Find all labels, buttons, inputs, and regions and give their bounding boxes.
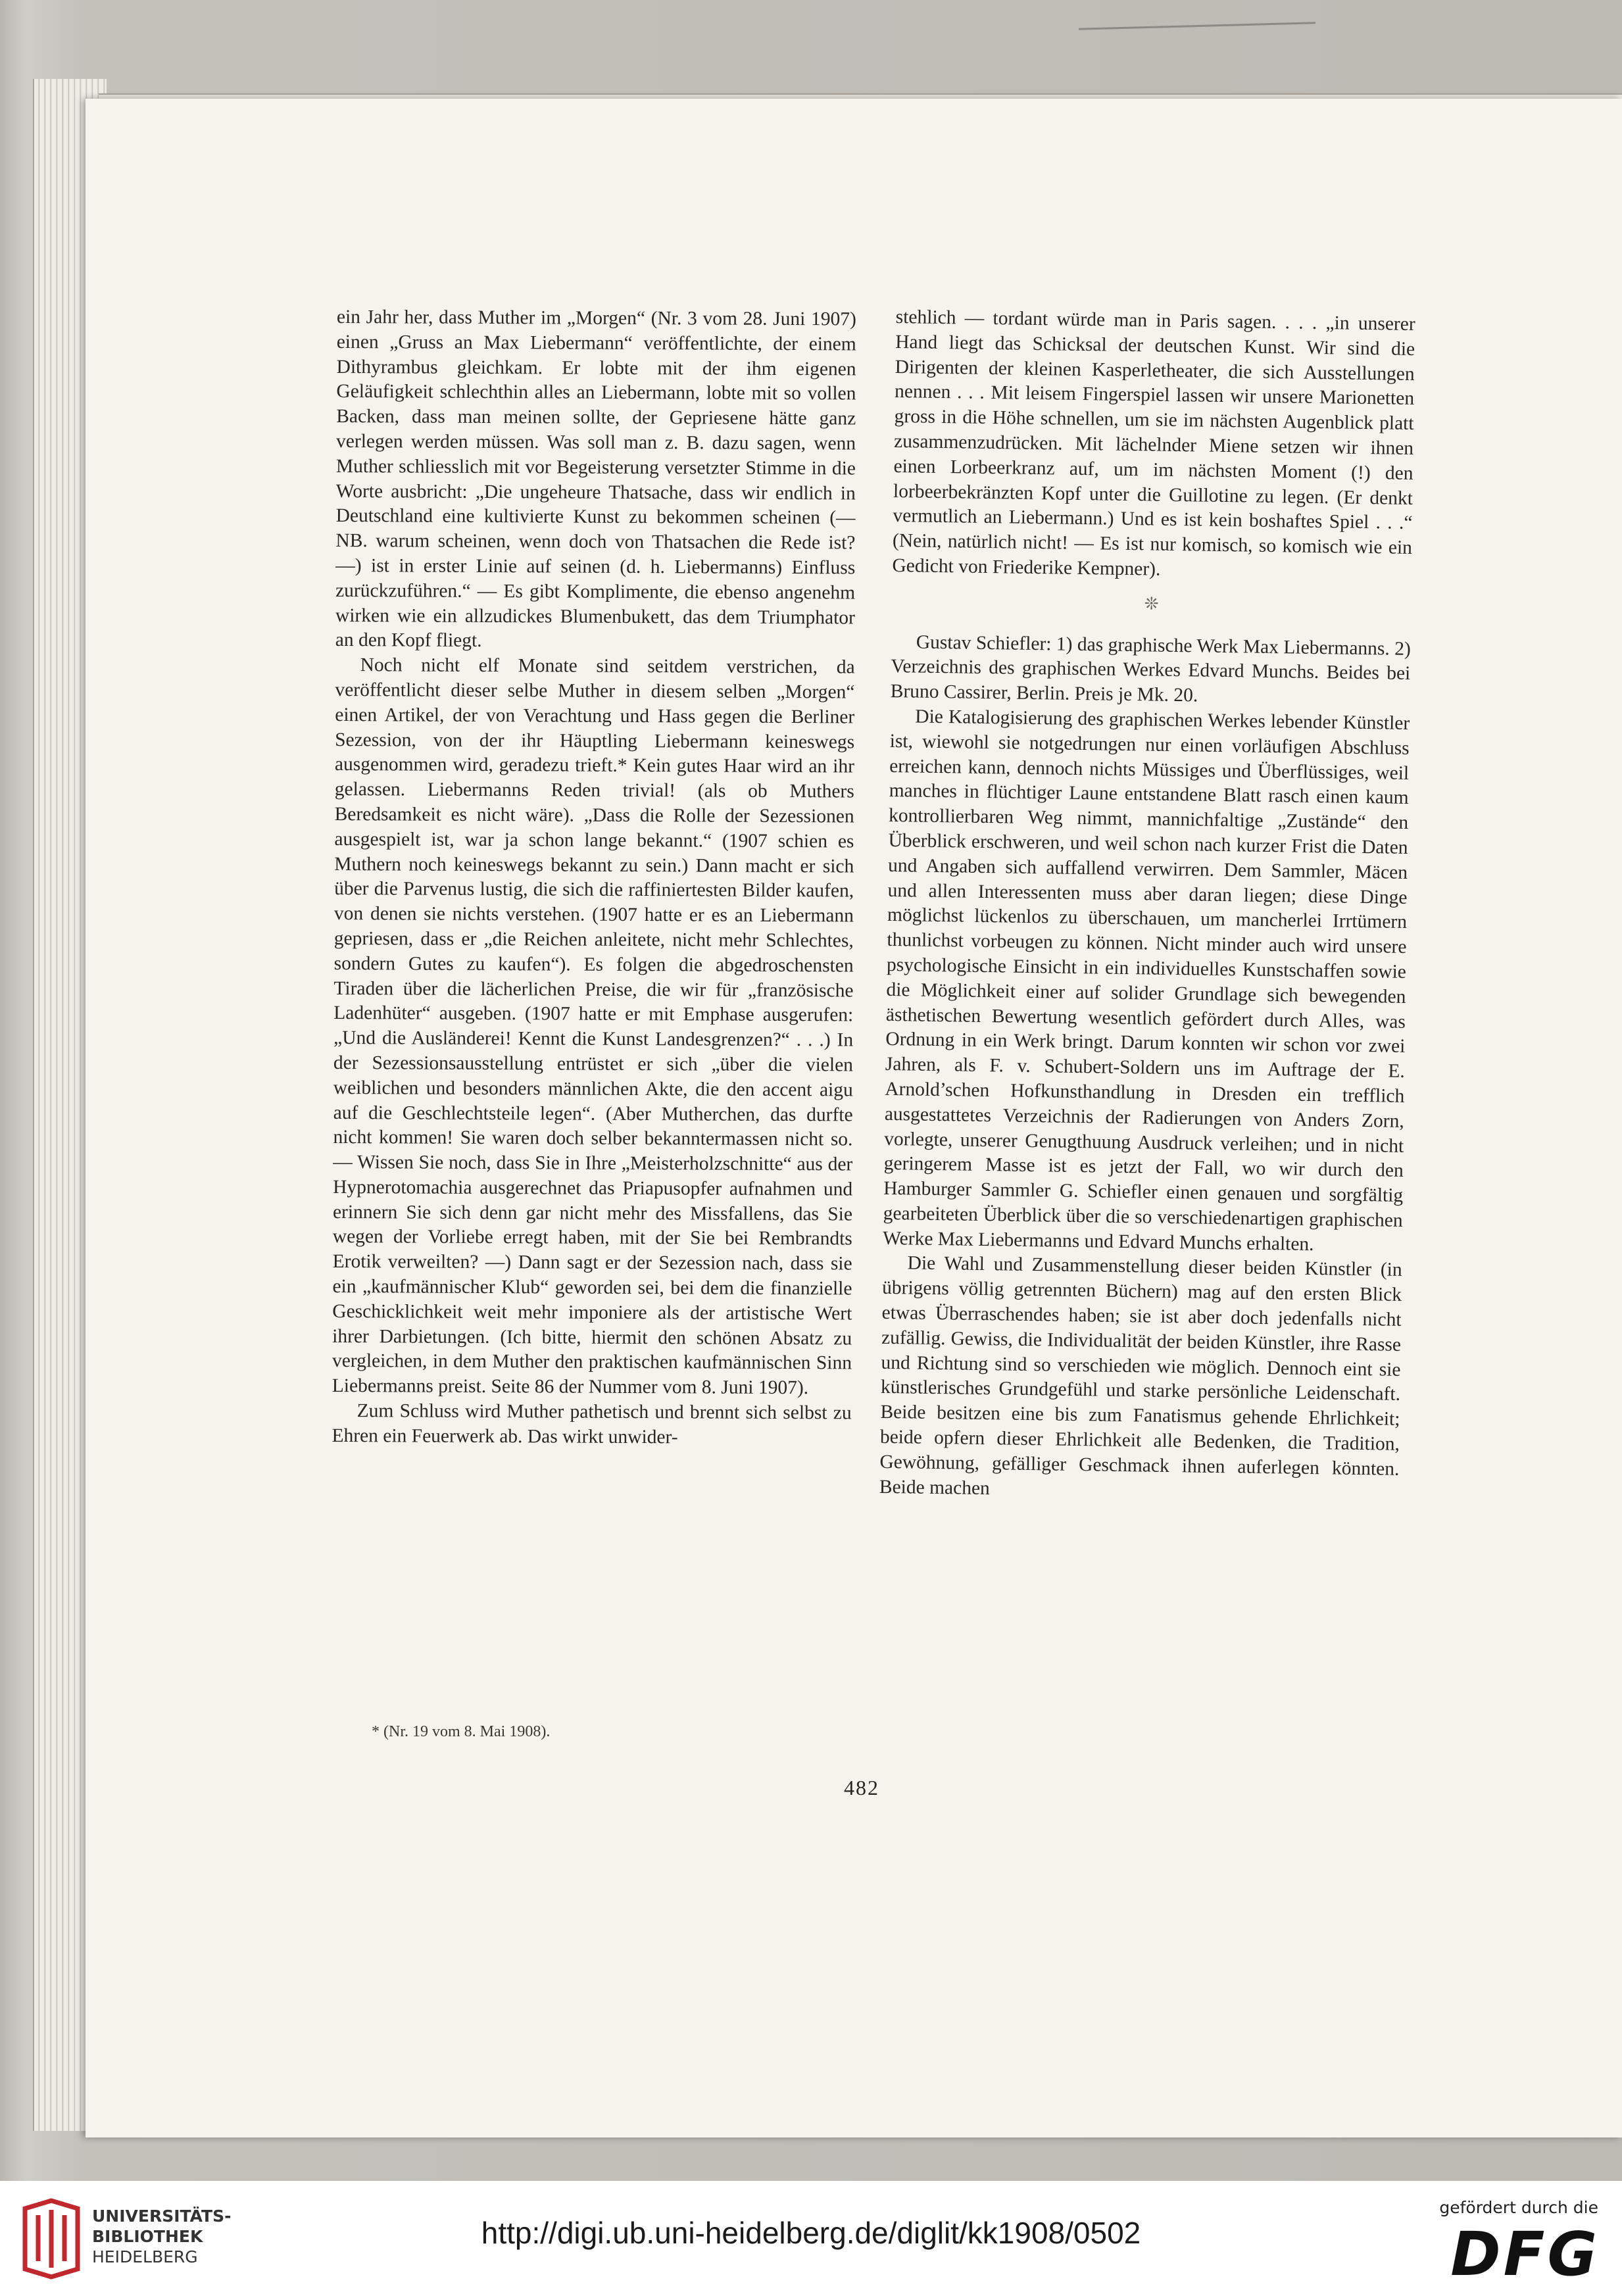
page-number: 482 (844, 1776, 879, 1799)
library-name-line: UNIVERSITÄTS- (92, 2207, 232, 2226)
paragraph: Noch nicht elf Monate sind seitdem verstrichen, da veröffentlicht dieser selbe Muther in diesem selben „Morgen“ einen Artikel, der von Verachtung und Hass gegen die Berliner Sezession, von der ihr Häuptling Liebermann keineswegs ausgenommen wird, geradezu trieft.* Kein gutes Haar wird an ihr gelassen. Liebermanns Reden trivial! (als ob Muthers Beredsamkeit es nicht wäre). „Dass die Rolle der Sezessionen ausgespielt ist, war ja schon lange bekannt.“ (1907 schien es Muthern noch keineswegs bekannt zu sein.) Dann macht er sich über die Parvenus lustig, die sich die raffiniertesten Bilder kaufen, von denen sie nichts verstehen. (1907 hatte er es an Liebermann gepriesen, dass er „die Reichen anleitete, nicht mehr Schlechtes, sondern Gutes zu kaufen“). Es folgen die abgedroschensten Tiraden über die lächerlichen Preise, die wir für „französische Ladenhüter“ ausgeben. (1907 hatte er mit Emphase ausgerufen: „Und die Ausländerei! Kennt die Kunst Landesgrenzen?“ . . .) In der Sezessionsausstellung entrüstet er sich „über die vielen weiblichen und besonders männlichen Akte, die den accent aigu auf die Geschlechtsteile legen“. (Aber Mutherchen, das durfte nicht kommen! Sie waren doch selber bekanntermassen nicht so. — Wissen Sie noch, dass Sie in Ihre „Meisterholzschnitte“ aus der Hypnerotomachia ausgerechnet das Priapusopfer aufnahmen und erinnern Sie sich denn gar nicht mehr des Missfallens, das Sie wegen der Vorliebe erregt haben, mit der Sie bei Rembrandts Erotik verweilten? —) Dann sagt er der Sezession nach, dass sie ein „kaufmännischer Klub“ geworden sei, bei dem die finanzielle Geschicklichkeit weit mehr imponiere als der artistische Wert ihrer Darbietungen. (Ich bitte, hiermit den schönen Absatz zu vergleichen, in dem Muther den praktischen kaufmännischen Sinn Liebermanns preist. Seite 86 der Nummer vom 8. Juni 1907). (332, 654, 855, 1399)
section-separator: ❊ (1144, 594, 1159, 614)
paragraph: Die Katalogisierung des graphischen Werkes lebender Künstler ist, wiewohl sie notgedrungen nur einen vorläufigen Abschluss erreichen kann, dennoch nichts Müssiges und Überflüssiges, weil manches in flüchtiger Laune entstandene Blatt rasch einen kaum kontrollierbaren Weg nimmt, mannichfaltige „Zustände“ den Überblick erschweren, und weil schon nach kurzer Frist die Daten und Angaben sich auffallend verwirren. Dem Sammler, Mäcen und allen Interessenten muss aber daran liegen; diese Dinge möglichst lückenlos zu überschauen, um mancherlei Irrtümern thunlichst vorbeugen zu können. Nicht minder auch wird unsere psychologische Einsicht in ein individuelles Kunstschaffen sowie die Möglichkeit einer auf solider Grundlage sich bewegenden ästhetischen Bewertung wesentlich gefördert durch Alles, was Ordnung in ein Werk bringt. Darum konnten wir schon vor zwei Jahren, als F. v. Schubert-Soldern uns im Auftrage der E. Arnold’schen Hofkunsthandlung in Dresden ein trefflich ausgestattetes Verzeichnis der Radierungen von Anders Zorn, vorlegte, unserer Genugthuung Ausdruck verleihen; und in nicht geringerem Masse ist es jetzt der Fall, wo wir durch den Hamburger Sammler G. Schiefler einen genauen und sorgfältig gearbeiteten Überblick über die so verschiedenartigen graphischen Werke Max Liebermanns und Edvard Munchs erhalten. (882, 706, 1410, 1255)
library-name-line: BIBLIOTHEK (92, 2227, 203, 2246)
paragraph: ein Jahr her, dass Muther im „Morgen“ (Nr. 3 vom 28. Juni 1907) einen „Gruss an Max Liebermann“ veröffentlichte, der einem Dithyrambus gleichkam. Er lobte mit der ihm eigenen Geläufigkeit schlechthin alles an Liebermann, lobte mit so vollen Backen, dass man meinen sollte, der Gepriesene hätte ganz verlegen werden müssen. Was soll man z. B. dazu sagen, wenn Muther schliesslich mit vor Begeisterung versetzter Stimme in die Worte ausbricht: „Die ungeheure Thatsache, dass wir endlich in Deutschland eine kultivierte Kunst zu bekommen scheinen (— NB. warum scheinen, wenn doch von Thatsachen die Rede ist? —) ist in erster Linie auf seinen (d. h. Liebermanns) Einfluss zurückzuführen.“ — Es gibt Komplimente, die ebenso angenehm wirken wie ein allzudickes Blumenbukett, das dem Triumphator an den Kopf fliegt. (335, 306, 856, 652)
paragraph: Gustav Schiefler: 1) das graphische Werk Max Liebermanns. 2) Verzeichnis des graphischen Werkes Edvard Munchs. Beides bei Bruno Cassirer, Berlin. Preis je Mk. 20. (890, 631, 1412, 706)
paragraph: stehlich — tordant würde man in Paris sagen. . . . „in unserer Hand liegt das Schicksal der deutschen Kunst. Wir sind die Dirigenten der kleinen Kasperletheater, die sich Ausstellungen nennen . . . Mit leisem Fingerspiel lassen wir unsere Marionetten gross in die Höhe schnellen, um sie im nächsten Augenblick platt zusammenzudrücken. Mit lächelnder Miene setzen wir ihnen einen Lorbeerkranz auf, um im nächsten Moment (!) den lorbeerbekränzten Kopf unter die Guillotine zu legen. (Er denkt vermutlich an Liebermann.) Und es ist kein boshaftes Spiel . . .“ (Nein, natürlich nicht! — Es ist nur komisch, so komisch wie ein Gedicht von Friederike Kempner). (892, 306, 1415, 580)
right-text-column (879, 305, 1415, 1507)
footnote: * (Nr. 19 vom 8. Mai 1908). (372, 1723, 551, 1740)
funding-note: gefördert durch die (1439, 2198, 1598, 2217)
paragraph: Die Wahl und Zusammenstellung dieser beiden Künstler (in übrigens völlig getrennten Büchern) mag auf den ersten Blick etwas Überraschendes haben; sie ist aber doch jedenfalls nicht zufällig. Gewiss, die Individualität der beiden Künstler, ihre Rasse und Richtung sind so verschieden wie möglich. Dennoch eint sie künstlerisches Grundgefühl und starke persönliche Leidenschaft. Beide besitzen eine bis zum Fanatismus gehende Ehrlichkeit; beide opfern dieser Ehrlichkeit alle Bedenken, die Tradition, Gewöhnung, gefälliger Geschmack ihnen auferlegen könnten. Beide machen (879, 1252, 1402, 1499)
paragraph: Zum Schluss wird Muther pathetisch und brennt sich selbst zu Ehren ein Feuerwerk ab. Das wirkt unwider- (332, 1400, 852, 1448)
dfg-logo: DFG (1450, 2219, 1600, 2289)
left-text-column (332, 305, 856, 1451)
permalink-url[interactable]: http://digi.ub.uni-heidelberg.de/diglit/kk1908/0502 (481, 2216, 1141, 2250)
library-name-line: HEIDELBERG (92, 2247, 198, 2266)
viewer-footer (0, 2181, 1622, 2296)
